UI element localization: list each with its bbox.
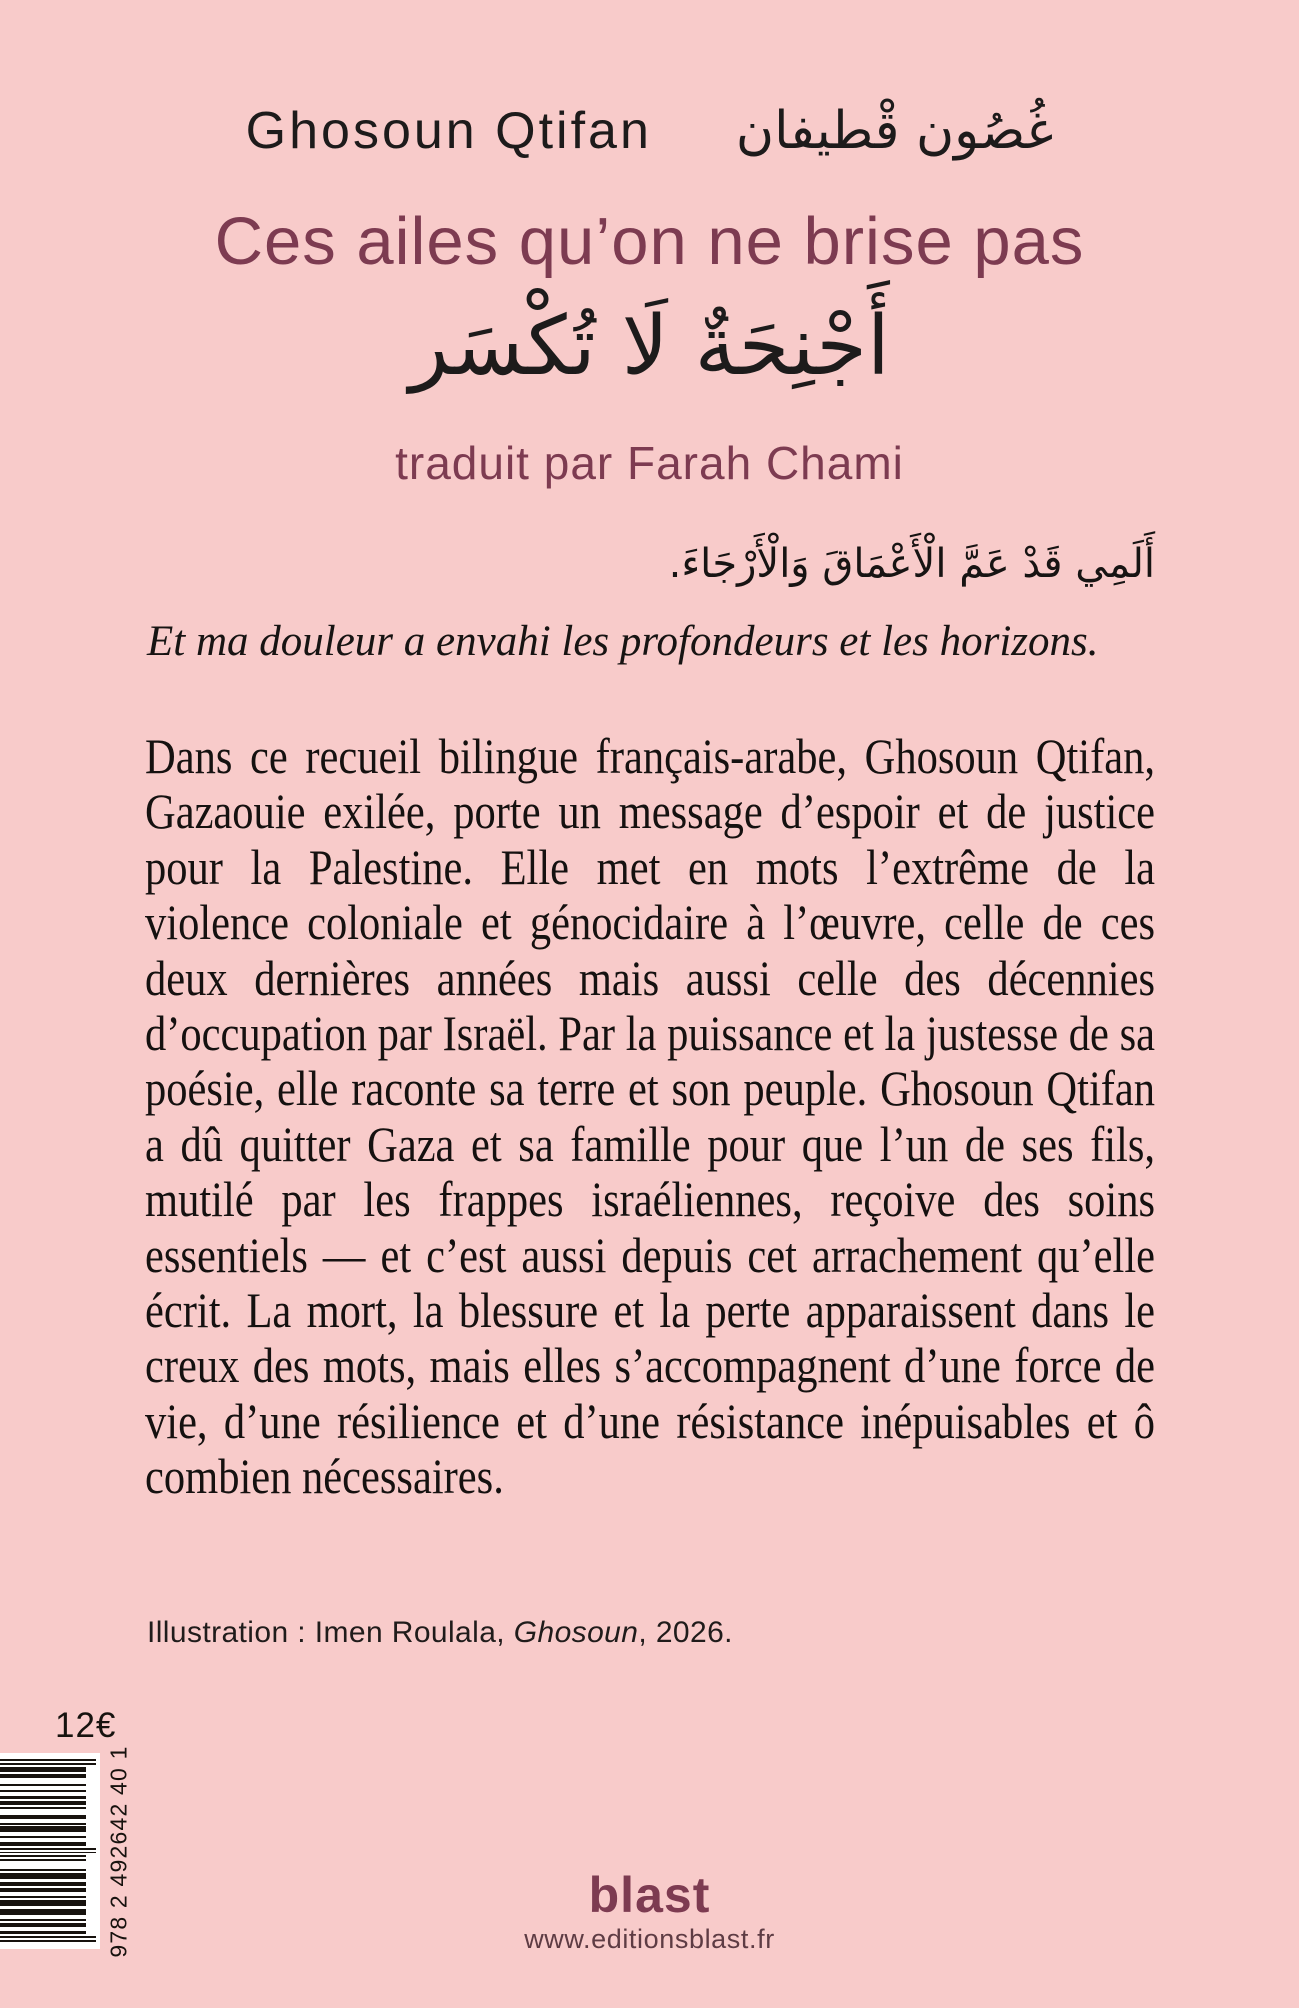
epigraph-arabic: أَلَمِي قَدْ عَمَّ الْأَعْمَاقَ وَالْأَرْجَاءَ. — [668, 541, 1155, 587]
author-line — [145, 98, 1154, 166]
publisher-website: www.editionsblast.fr — [524, 1924, 775, 1954]
epigraph-french-translation: Et ma douleur a envahi les profondeurs et les horizons. — [147, 618, 1099, 665]
illustration-credit-prefix: Illustration : Imen Roulala, — [147, 1616, 514, 1649]
illustration-work-title: Ghosoun — [513, 1616, 639, 1649]
illustration-credit-suffix: , 2026. — [638, 1616, 733, 1649]
isbn-text: 978 2 492642 40 1 — [105, 1744, 132, 1958]
back-cover-blurb: Dans ce recueil bilingue français-arabe, Ghosoun Qtifan, Gazaouie exilée, porte un message d’espoir et de justice pour la Palestine. Elle met en mots l’extrême de la violence coloniale et génocidaire à l’œuvre, celle de ces deux dernières années mais aussi celle des décennies d’occupation par Israël. Par la puissance et la justesse de sa poésie, elle raconte sa terre et son peuple. Ghosoun Qtifan a dû quitter Gaza et sa famille pour que l’un de ses fils, mutilé par les frappes israéliennes, reçoive des soins essentiels — et c’est aussi depuis cet arrachement qu’elle écrit. La mort, la blessure et la perte apparaissent dans le creux des mots, mais elles s’accompagnent d’une force de vie, d’une résilience et d’une résistance inépuisables et ô combien nécessaires. — [145, 728, 1156, 1505]
book-title-arabic: أَجْنِحَةٌ لَا تُكْسَر — [409, 299, 890, 394]
translator-credit: traduit par Farah Chami — [395, 437, 904, 489]
author-name-latin: Ghosoun Qtifan — [245, 102, 652, 160]
author-name-arabic: غُصُون قْطيفان — [735, 101, 1054, 161]
price-label: 12€ — [55, 1706, 117, 1745]
book-title-french: Ces ailes qu’on ne brise pas — [214, 204, 1085, 279]
illustration-credit — [147, 1616, 733, 1650]
publisher-logo: blast — [588, 1867, 711, 1923]
